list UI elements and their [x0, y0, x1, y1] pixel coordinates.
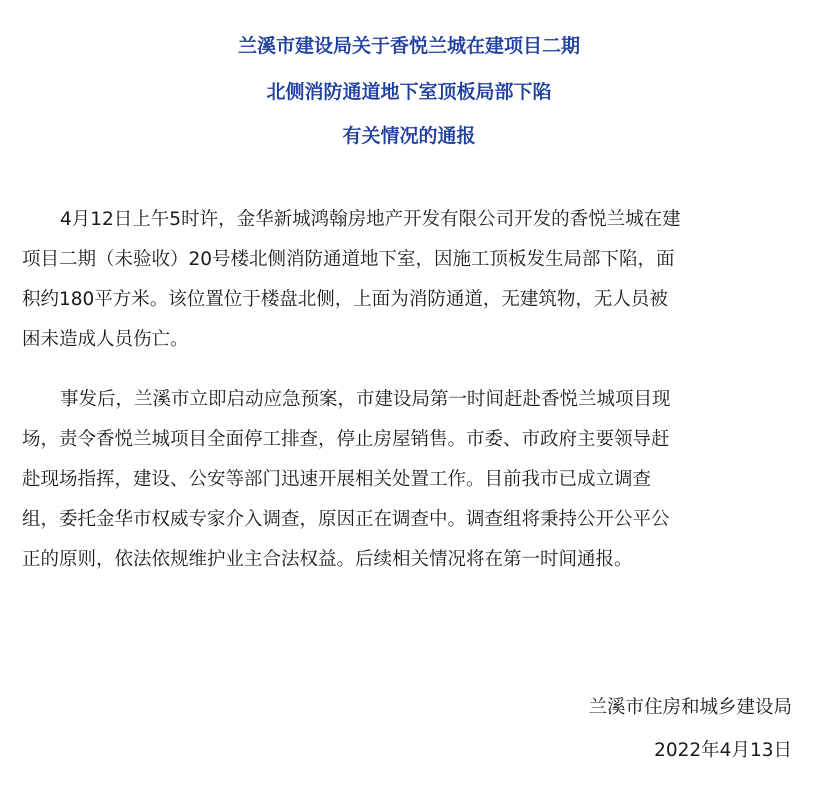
paragraph-2-line: 事发后，兰溪市立即启动应急预案，市建设局第一时间赶赴香悦兰城项目现 — [60, 389, 671, 410]
title-line-3: 有关情况的通报 — [342, 125, 476, 147]
title-line-1: 兰溪市建设局关于香悦兰城在建项目二期 — [237, 35, 580, 57]
title-line-2: 北侧消防通道地下室顶板局部下陷 — [266, 81, 552, 103]
paragraph-2 — [22, 380, 798, 580]
paragraph-1-line: 积约180平方米。该位置位于楼盘北侧，上面为消防通道，无建筑物，无人员被 — [22, 289, 668, 310]
signature-date: 2022年4月13日 — [654, 740, 792, 761]
paragraph-1-line: 4月12日上午5时许，金华新城鸿翰房地产开发有限公司开发的香悦兰城在建 — [60, 209, 681, 230]
signature-organization: 兰溪市住房和城乡建设局 — [588, 697, 792, 718]
paragraph-2-line: 组，委托金华市权威专家介入调查，原因正在调查中。调查组将秉持公开公平公 — [22, 509, 670, 530]
paragraph-1 — [22, 200, 798, 360]
paragraph-1-line: 困未造成人员伤亡。 — [22, 329, 189, 350]
paragraph-2-line: 赴现场指挥，建设、公安等部门迅速开展相关处置工作。目前我市已成立调查 — [22, 469, 652, 490]
paragraph-2-line: 场，责令香悦兰城项目全面停工排查，停止房屋销售。市委、市政府主要领导赶 — [22, 429, 670, 450]
paragraph-2-line: 正的原则，依法依规维护业主合法权益。后续相关情况将在第一时间通报。 — [22, 549, 633, 570]
paragraph-1-line: 项目二期（未验收）20号楼北侧消防通道地下室，因施工顶板发生局部下陷，面 — [22, 249, 675, 270]
